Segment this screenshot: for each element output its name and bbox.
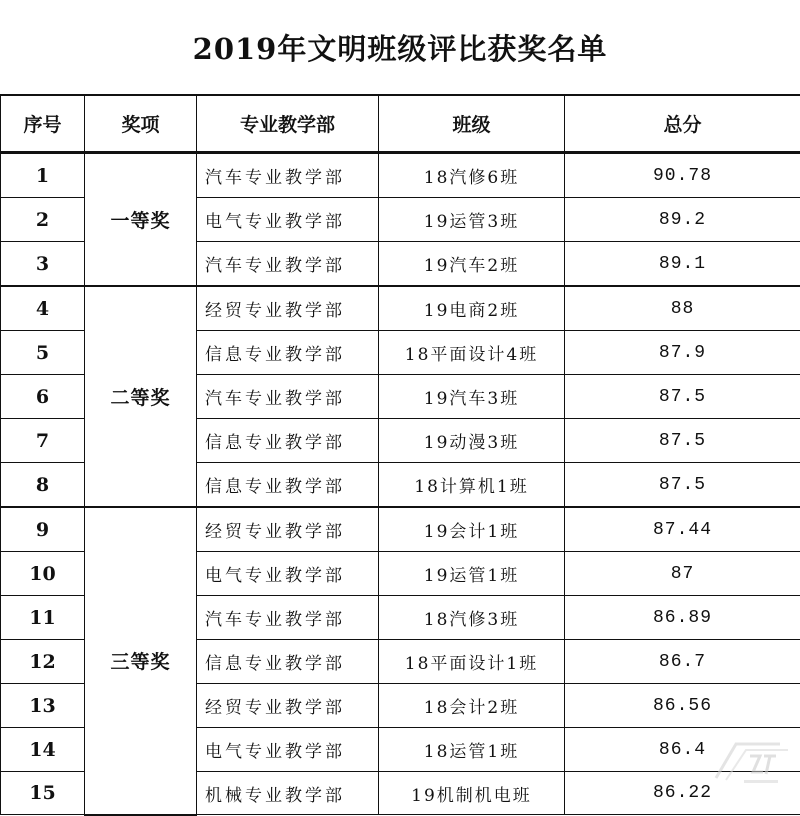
row-department: 电气专业教学部: [197, 198, 379, 242]
row-score: 87.5: [565, 463, 800, 508]
row-department: 信息专业教学部: [197, 419, 379, 463]
row-index: 10: [1, 552, 85, 596]
title-row: [0, 0, 800, 96]
row-index: 6: [1, 375, 85, 419]
row-score: 86.56: [565, 684, 800, 728]
row-index: 7: [1, 419, 85, 463]
row-class: 18平面设计4班: [379, 331, 565, 375]
row-department: 经贸专业教学部: [197, 684, 379, 728]
row-department: 机械专业教学部: [197, 772, 379, 815]
row-score: 86.7: [565, 640, 800, 684]
row-class: 18汽修3班: [379, 596, 565, 640]
header-class: 班级: [379, 95, 565, 153]
row-index: 12: [1, 640, 85, 684]
row-score: 89.2: [565, 198, 800, 242]
row-department: 信息专业教学部: [197, 640, 379, 684]
table-row: [1, 153, 800, 198]
row-class: 18运管1班: [379, 728, 565, 772]
row-index: 4: [1, 286, 85, 331]
award-first: 一等奖: [85, 153, 197, 287]
header-department: 专业教学部: [197, 95, 379, 153]
award-second: 二等奖: [85, 286, 197, 507]
row-score: 88: [565, 286, 800, 331]
row-score: 87.44: [565, 507, 800, 552]
award-table: [0, 94, 800, 816]
row-class: 19机制机电班: [379, 772, 565, 815]
award-third: 三等奖: [85, 507, 197, 815]
row-index: 5: [1, 331, 85, 375]
header-score: 总分: [565, 95, 800, 153]
row-score: 86.89: [565, 596, 800, 640]
row-department: 汽车专业教学部: [197, 596, 379, 640]
row-department: 汽车专业教学部: [197, 242, 379, 287]
row-index: 11: [1, 596, 85, 640]
row-department: 经贸专业教学部: [197, 507, 379, 552]
row-department: 信息专业教学部: [197, 463, 379, 508]
row-index: 15: [1, 772, 85, 815]
row-index: 8: [1, 463, 85, 508]
row-class: 18汽修6班: [379, 153, 565, 198]
row-class: 18会计2班: [379, 684, 565, 728]
row-index: 13: [1, 684, 85, 728]
row-class: 19运管1班: [379, 552, 565, 596]
row-class: 19汽车2班: [379, 242, 565, 287]
row-class: 18计算机1班: [379, 463, 565, 508]
header-award: 奖项: [85, 95, 197, 153]
table-row: [1, 286, 800, 331]
page-title: 2019年文明班级评比获奖名单: [193, 27, 608, 68]
row-department: 电气专业教学部: [197, 552, 379, 596]
row-index: 1: [1, 153, 85, 198]
row-class: 19电商2班: [379, 286, 565, 331]
row-score: 86.22: [565, 772, 800, 815]
row-index: 9: [1, 507, 85, 552]
row-score: 87.9: [565, 331, 800, 375]
row-class: 18平面设计1班: [379, 640, 565, 684]
row-department: 汽车专业教学部: [197, 153, 379, 198]
row-score: 86.4: [565, 728, 800, 772]
row-department: 经贸专业教学部: [197, 286, 379, 331]
row-department: 汽车专业教学部: [197, 375, 379, 419]
header-index: 序号: [1, 95, 85, 153]
row-class: 19会计1班: [379, 507, 565, 552]
row-department: 信息专业教学部: [197, 331, 379, 375]
row-index: 3: [1, 242, 85, 287]
row-index: 14: [1, 728, 85, 772]
row-index: 2: [1, 198, 85, 242]
table-header-row: [1, 95, 800, 153]
row-department: 电气专业教学部: [197, 728, 379, 772]
row-class: 19动漫3班: [379, 419, 565, 463]
row-score: 89.1: [565, 242, 800, 287]
row-score: 87.5: [565, 375, 800, 419]
table-row: [1, 507, 800, 552]
row-class: 19运管3班: [379, 198, 565, 242]
row-score: 87: [565, 552, 800, 596]
row-score: 87.5: [565, 419, 800, 463]
row-score: 90.78: [565, 153, 800, 198]
row-class: 19汽车3班: [379, 375, 565, 419]
